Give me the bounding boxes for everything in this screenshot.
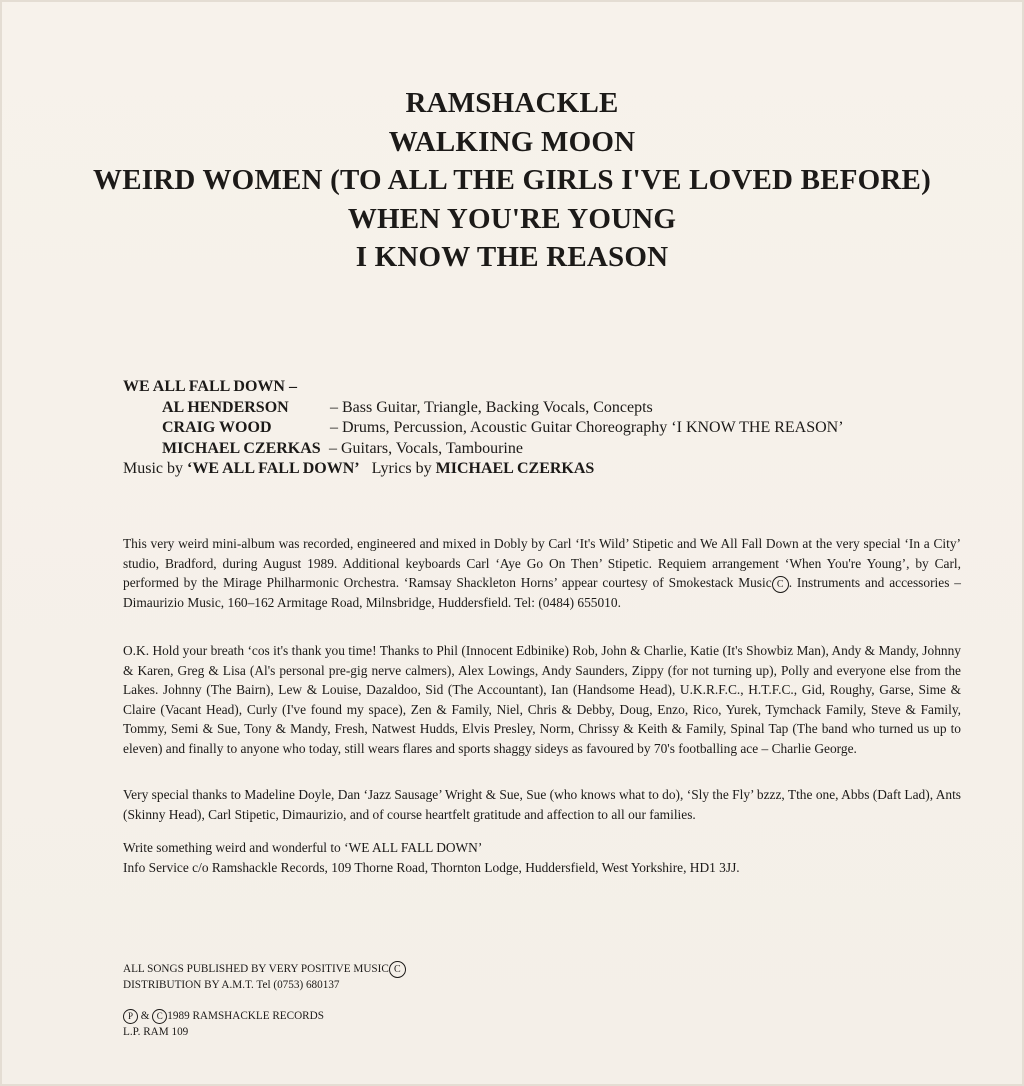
contact-info <box>123 838 961 877</box>
recording-notes-part1: This very weird mini-album was recorded, engineered and mixed in Dobly by Carl ‘It's Wild’ Stipetic and We All Fall Down at the very special ‘In a City’ studio, Bradford, during August 1989. Additional keyboards Carl ‘Aye Go On Then’ Stipetic. Requiem arrangement ‘When You're Young’, by Carl, performed by the Mirage Philharmonic Orchestra. ‘Ramsay Shackleton Horns’ appear courtesy of Smokestack Music <box>123 536 961 591</box>
recording-notes-part2: . Instruments and accessories – Dimaurizio Music, 160–162 Armitage Road, Milnsbridge, Huddersfield. Tel: (0484) 655010. <box>123 575 961 610</box>
member-role: – Guitars, Vocals, Tambourine <box>329 439 523 457</box>
contact-address: Info Service c/o Ramshackle Records, 109 Thorne Road, Thornton Lodge, Huddersfield, West Yorkshire, HD1 3JJ. <box>123 859 740 875</box>
member-role: – Drums, Percussion, Acoustic Guitar Choreography ‘I KNOW THE REASON’ <box>330 419 844 436</box>
track-title-3: WEIRD WOMEN (TO ALL THE GIRLS I'VE LOVED BEFORE) <box>93 164 931 196</box>
track-title-1: RAMSHACKLE <box>405 87 619 119</box>
copyright-text: 1989 RAMSHACKLE RECORDS <box>167 1010 324 1023</box>
member-row <box>123 398 943 419</box>
special-thanks-paragraph: Very special thanks to Madeline Doyle, Dan ‘Jazz Sausage’ Wright & Sue, Sue (who knows what to do), ‘Sly the Fly’ bzzz, Tthe one, Abbs (Daft Lad), Ants (Skinny Head), Carl Stipetic, Dimaurizio, and of course heartfelt gratitude and affection to all our families. <box>123 787 961 822</box>
copyright-line <box>123 1009 406 1024</box>
track-title-2: WALKING MOON <box>388 125 636 158</box>
publishing-text: ALL SONGS PUBLISHED BY VERY POSITIVE MUSIC <box>123 963 389 976</box>
music-by-value: ‘WE ALL FALL DOWN’ <box>187 460 360 477</box>
band-name: WE ALL FALL DOWN – <box>123 378 297 395</box>
contact-line: Write something weird and wonderful to ‘WE ALL FALL DOWN’ <box>123 840 483 855</box>
member-name: MICHAEL CZERKAS <box>162 439 321 457</box>
copyright-icon: C <box>389 961 406 978</box>
footer-legal <box>123 961 406 1040</box>
music-by-label: Music by <box>123 460 187 477</box>
songwriting-credit <box>123 459 943 480</box>
copyright-icon: C <box>772 576 789 593</box>
member-role: – Bass Guitar, Triangle, Backing Vocals, Concepts <box>330 398 653 416</box>
publishing-line <box>123 961 406 978</box>
lyrics-by-value: MICHAEL CZERKAS <box>435 460 595 477</box>
copyright-amp: & <box>138 1010 153 1023</box>
distribution-line: DISTRIBUTION BY A.M.T. Tel (0753) 680137 <box>123 979 340 991</box>
member-row <box>123 418 943 439</box>
recording-notes <box>123 534 961 612</box>
catalogue-number: L.P. RAM 109 <box>123 1025 189 1038</box>
band-credits <box>123 377 943 480</box>
member-name: CRAIG WOOD <box>162 419 272 436</box>
member-name: AL HENDERSON <box>162 398 289 416</box>
copyright-icon: C <box>152 1009 167 1024</box>
thanks-paragraph: O.K. Hold your breath ‘cos it's thank you time! Thanks to Phil (Innocent Edbinike) Rob, John & Charlie, Katie (It's Showbiz Man), Andy & Mandy, Johnny & Karen, Greg & Lisa (Al's personal pre-gig nerve calmers), Alex Lowings, Andy Saunders, Zippy (for not turning up), Polly and everyone else from the Lakes. Johnny (The Bairn), Lew & Louise, Dazaldoo, Sid (The Accountant), Ian (Handsome Head), U.K.R.F.C., H.T.F.C., Gid, Roughy, Garse, Sime & Claire (Vacant Head), Curly (I've found my space), Zen & Family, Niel, Chris & Debby, Doug, Enzo, Rico, Yurek, Tymchack Family, Steve & Family, Tommy, Semi & Sue, Tony & Mandy, Fresh, Natwest Hudds, Elvis Presley, Norm, Chrissy & Keith & Family, Spinal Tap (The band who turned us up to eleven) and finally to anyone who today, still wears flares and sports shaggy sideys as favoured by 70's footballing ace – Charlie George. <box>123 643 961 756</box>
lyrics-by-label: Lyrics by <box>371 460 436 477</box>
phonogram-icon: P <box>123 1009 138 1024</box>
member-row <box>123 439 943 460</box>
track-title-5: I KNOW THE REASON <box>355 241 669 273</box>
track-list <box>0 84 1024 277</box>
track-title-4: WHEN YOU'RE YOUNG <box>347 202 677 235</box>
spacer <box>123 993 406 1009</box>
